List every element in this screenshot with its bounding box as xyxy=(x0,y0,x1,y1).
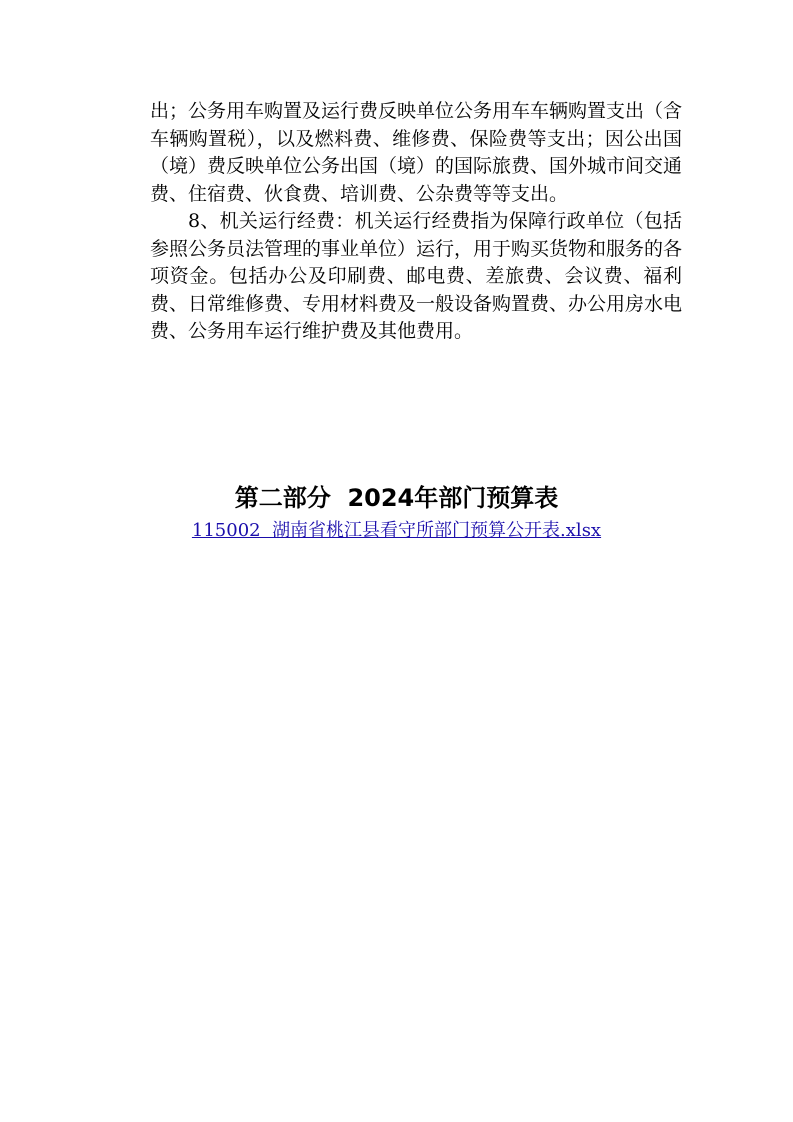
attachment-link[interactable]: 115002 湖南省桃江县看守所部门预算公开表.xlsx xyxy=(191,520,602,541)
section-title: 第二部分 2024年部门预算表 xyxy=(234,484,559,512)
paragraph-continued: 出；公务用车购置及运行费反映单位公务用车车辆购置支出（含车辆购置税），以及燃料费、维修费、保险费等支出；因公出国（境）费反映单位公务出国（境）的国际旅费、国外城市间交通费、住宿费、伙食费、培训费、公杂费等等支出。 xyxy=(150,100,683,205)
body-text xyxy=(150,98,682,346)
paragraph-8-operating-expenses: 8、机关运行经费：机关运行经费指为保障行政单位（包括参照公务员法管理的事业单位）运行，用于购买货物和服务的各项资金。包括办公及印刷费、邮电费、差旅费、会议费、福利费、日常维修费、专用材料费及一般设备购置费、办公用房水电费、公务用车运行维护费及其他费用。 xyxy=(150,210,683,342)
